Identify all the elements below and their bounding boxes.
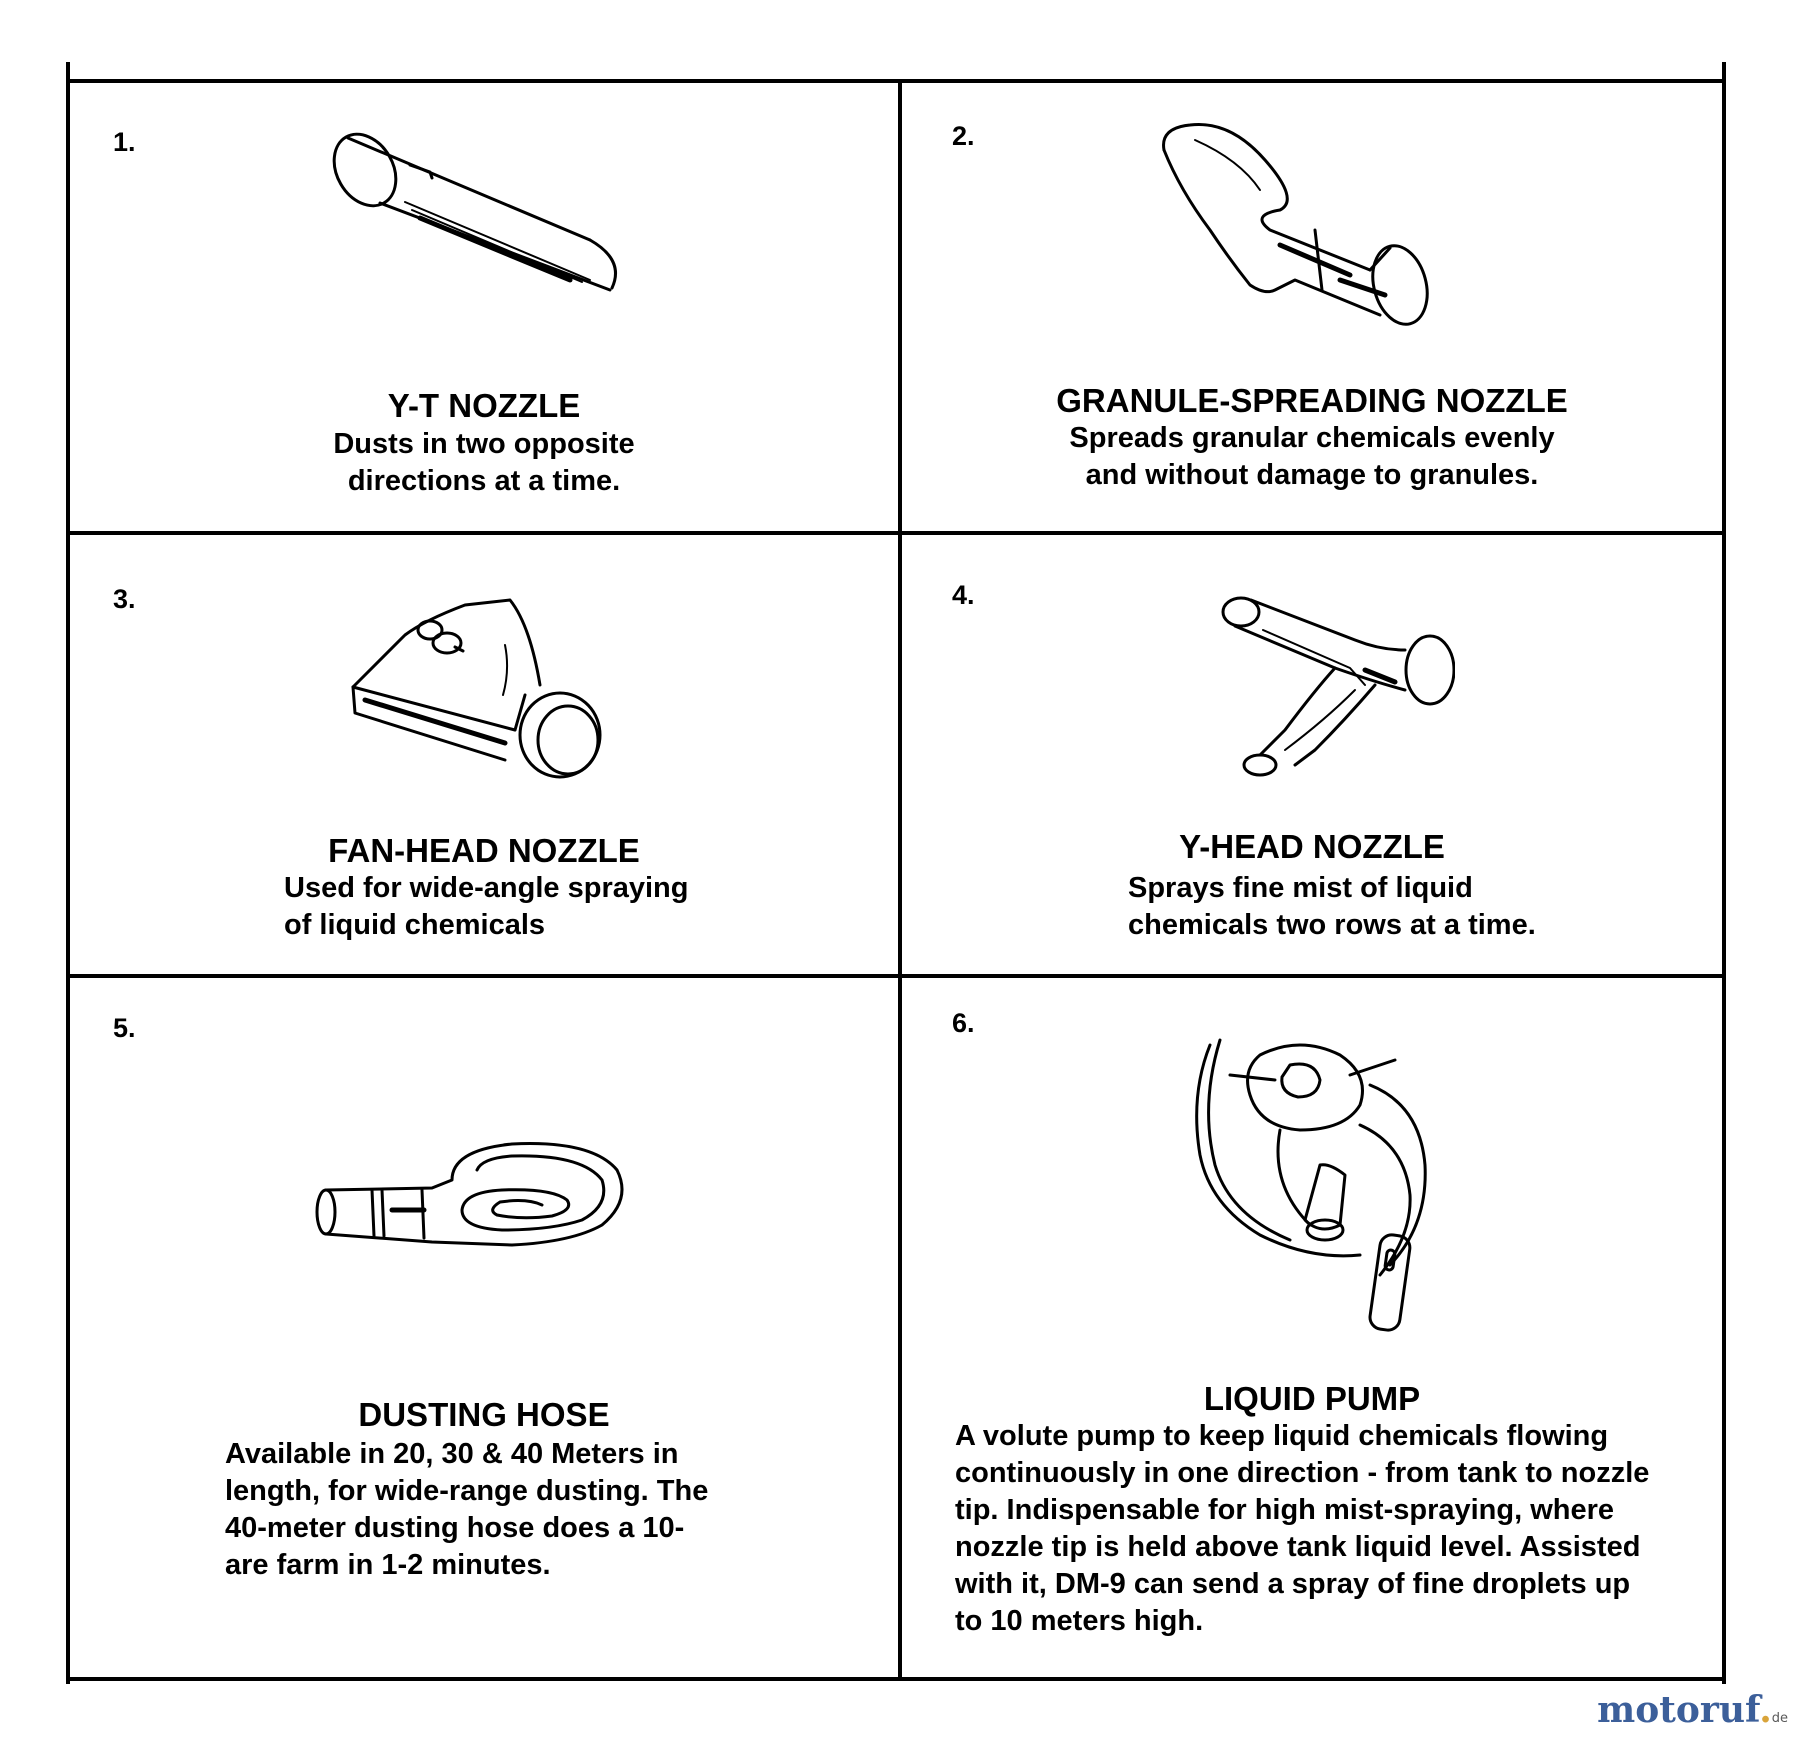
fan-head-nozzle-icon bbox=[345, 595, 605, 795]
y-t-nozzle-icon bbox=[320, 130, 630, 320]
item-description: Spreads granular chemicals evenly and without damage to granules. bbox=[1069, 422, 1555, 491]
table-right-border bbox=[1722, 62, 1726, 1684]
watermark-tld: de bbox=[1771, 1711, 1788, 1726]
item-number: 5. bbox=[113, 1013, 136, 1043]
table-bottom-border bbox=[66, 1677, 1726, 1681]
item-title: FAN-HEAD NOZZLE bbox=[328, 832, 640, 869]
item-title: LIQUID PUMP bbox=[1203, 1380, 1421, 1417]
y-head-nozzle-icon bbox=[1215, 590, 1455, 790]
item-number: 2. bbox=[952, 121, 975, 151]
table-row-divider-1 bbox=[66, 531, 1726, 535]
item-description: Dusts in two opposite directions at a time. bbox=[333, 428, 635, 497]
granule-spreading-nozzle-icon bbox=[1150, 120, 1440, 330]
watermark-brand: motoruf bbox=[1597, 1689, 1760, 1731]
table-left-border bbox=[66, 62, 70, 1684]
item-title: GRANULE-SPREADING NOZZLE bbox=[1056, 382, 1568, 419]
item-number: 1. bbox=[113, 127, 136, 157]
item-title: Y-HEAD NOZZLE bbox=[1179, 828, 1445, 865]
item-description: Sprays fine mist of liquid chemicals two rows at a time. bbox=[1128, 872, 1536, 941]
item-number: 6. bbox=[952, 1008, 975, 1038]
item-description: Available in 20, 30 & 40 Meters in length, for wide-range dusting. The 40-meter dusting hose does a 10- are farm in 1-2 minutes. bbox=[225, 1438, 709, 1581]
liquid-pump-icon bbox=[1180, 1035, 1450, 1345]
item-title: DUSTING HOSE bbox=[358, 1396, 610, 1433]
item-title: Y-T NOZZLE bbox=[387, 387, 581, 424]
item-description: A volute pump to keep liquid chemicals flowing continuously in one direction - from tank to nozzle tip. Indispensable for high mist-spraying, where nozzle tip is held above tank liquid level. Assisted with it, DM-9 can send a spray of fine droplets up to 10 meters high. bbox=[955, 1420, 1650, 1637]
table-row-divider-2 bbox=[66, 974, 1726, 978]
item-number: 4. bbox=[952, 580, 975, 610]
table-top-border bbox=[66, 79, 1726, 83]
dusting-hose-icon bbox=[312, 1130, 632, 1260]
item-number: 3. bbox=[113, 584, 136, 614]
table-middle-divider bbox=[898, 80, 902, 1680]
item-description: Used for wide-angle spraying of liquid chemicals bbox=[284, 872, 689, 941]
watermark-dot: . bbox=[1759, 1689, 1772, 1731]
motoruf-watermark-logo bbox=[1597, 1689, 1788, 1731]
